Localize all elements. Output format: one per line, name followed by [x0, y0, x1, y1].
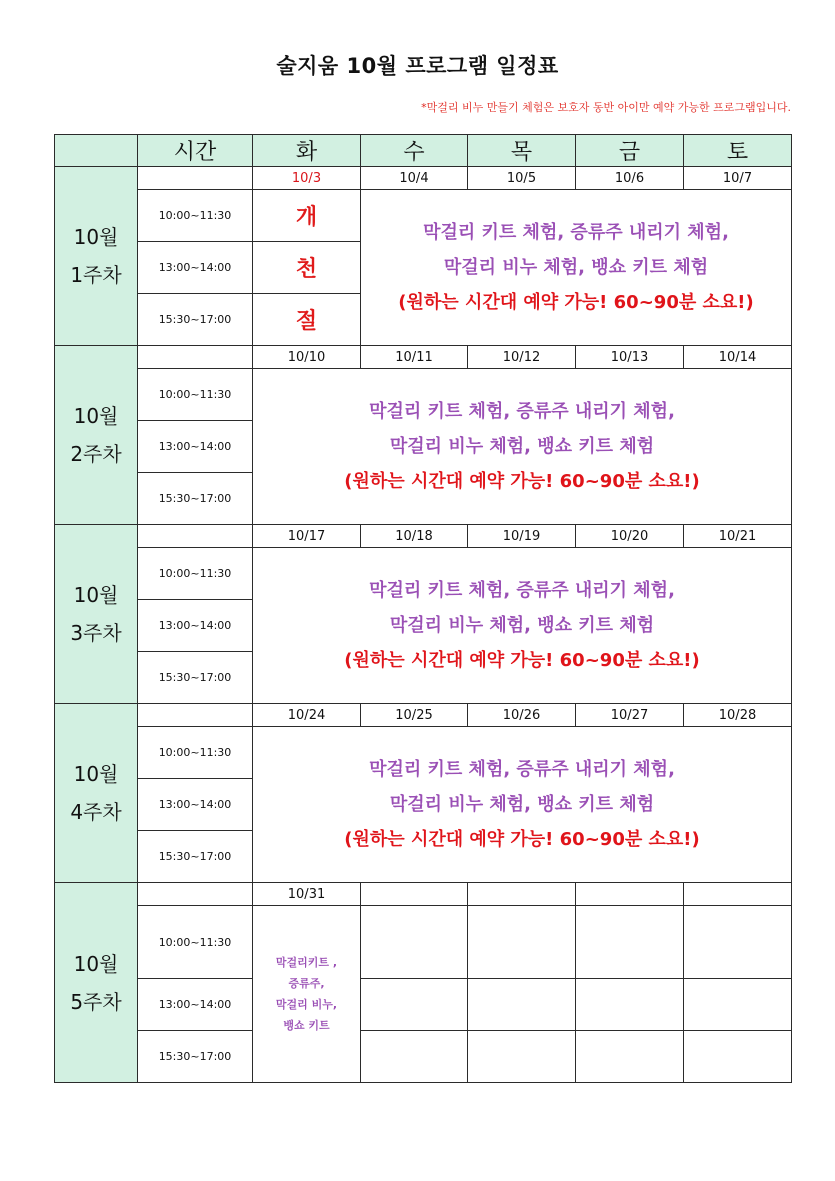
date-cell: 10/28: [684, 704, 792, 727]
date-cell: 10/17: [253, 525, 361, 548]
date-cell: 10/6: [576, 167, 684, 190]
date-cell: [684, 883, 792, 906]
date-cell: 10/11: [361, 346, 468, 369]
time-slot: 10:00~11:30: [138, 190, 253, 242]
date-cell: 10/20: [576, 525, 684, 548]
week3-date-row: [55, 525, 792, 548]
date-cell: 10/13: [576, 346, 684, 369]
holiday-char: 천: [253, 242, 361, 294]
program-cell: 막걸리 키트 체험, 증류주 내리기 체험, 막걸리 비누 체험, 뱅쇼 키트 체험 (원하는 시간대 예약 가능! 60~90분 소요!): [361, 190, 792, 346]
week3-date-blank: [138, 525, 253, 548]
time-slot: 15:30~17:00: [138, 831, 253, 883]
week4-label: 10월 4주차: [55, 704, 138, 883]
time-slot: 13:00~14:00: [138, 421, 253, 473]
time-slot: 13:00~14:00: [138, 242, 253, 294]
holiday-char: 개: [253, 190, 361, 242]
date-cell: 10/31: [253, 883, 361, 906]
date-cell: 10/21: [684, 525, 792, 548]
date-cell: 10/19: [468, 525, 576, 548]
week4-date-blank: [138, 704, 253, 727]
time-slot: 13:00~14:00: [138, 979, 253, 1031]
week5-slot-row: [55, 979, 792, 1031]
week3-label: 10월 3주차: [55, 525, 138, 704]
date-cell: [361, 883, 468, 906]
date-cell: 10/5: [468, 167, 576, 190]
time-slot: 13:00~14:00: [138, 600, 253, 652]
date-cell: 10/7: [684, 167, 792, 190]
date-cell: 10/10: [253, 346, 361, 369]
empty-cell: [576, 1031, 684, 1083]
holiday-char: 절: [253, 294, 361, 346]
date-cell: 10/12: [468, 346, 576, 369]
date-cell: [576, 883, 684, 906]
header-time: 시간: [138, 135, 253, 167]
week3-slot-row: [55, 548, 792, 600]
header-day-sat: 토: [684, 135, 792, 167]
date-cell: 10/4: [361, 167, 468, 190]
header-day-wed: 수: [361, 135, 468, 167]
empty-cell: [576, 979, 684, 1031]
week2-label: 10월 2주차: [55, 346, 138, 525]
week5-label: 10월 5주차: [55, 883, 138, 1083]
week5-date-blank: [138, 883, 253, 906]
time-slot: 15:30~17:00: [138, 652, 253, 704]
header-day-fri: 금: [576, 135, 684, 167]
date-cell: [468, 883, 576, 906]
empty-cell: [361, 906, 468, 979]
date-cell: 10/24: [253, 704, 361, 727]
header-day-tue: 화: [253, 135, 361, 167]
date-cell: 10/14: [684, 346, 792, 369]
empty-cell: [468, 979, 576, 1031]
time-slot: 10:00~11:30: [138, 727, 253, 779]
date-cell: 10/27: [576, 704, 684, 727]
empty-cell: [684, 979, 792, 1031]
week4-date-row: [55, 704, 792, 727]
empty-cell: [684, 906, 792, 979]
week5-date-row: [55, 883, 792, 906]
week2-date-row: [55, 346, 792, 369]
date-cell: 10/26: [468, 704, 576, 727]
header-day-thu: 목: [468, 135, 576, 167]
time-slot: 15:30~17:00: [138, 294, 253, 346]
week4-slot-row: [55, 727, 792, 779]
date-cell: 10/18: [361, 525, 468, 548]
empty-cell: [361, 1031, 468, 1083]
program-cell: 막걸리 키트 체험, 증류주 내리기 체험, 막걸리 비누 체험, 뱅쇼 키트 체험 (원하는 시간대 예약 가능! 60~90분 소요!): [253, 727, 792, 883]
empty-cell: [361, 979, 468, 1031]
time-slot: 10:00~11:30: [138, 906, 253, 979]
empty-cell: [468, 906, 576, 979]
week2-slot-row: [55, 369, 792, 421]
week5-slot-row: [55, 1031, 792, 1083]
time-slot: 15:30~17:00: [138, 1031, 253, 1083]
header-corner: [55, 135, 138, 167]
date-cell: 10/3: [253, 167, 361, 190]
week1-date-row: [55, 167, 792, 190]
week1-date-blank: [138, 167, 253, 190]
schedule-table: [54, 134, 792, 1083]
week2-date-blank: [138, 346, 253, 369]
program-cell: 막걸리 키트 체험, 증류주 내리기 체험, 막걸리 비누 체험, 뱅쇼 키트 체험 (원하는 시간대 예약 가능! 60~90분 소요!): [253, 548, 792, 704]
empty-cell: [684, 1031, 792, 1083]
program-cell: 막걸리 키트 체험, 증류주 내리기 체험, 막걸리 비누 체험, 뱅쇼 키트 체험 (원하는 시간대 예약 가능! 60~90분 소요!): [253, 369, 792, 525]
time-slot: 10:00~11:30: [138, 369, 253, 421]
empty-cell: [576, 906, 684, 979]
week1-slot-row: [55, 190, 792, 242]
week5-slot-row: [55, 906, 792, 979]
date-cell: 10/25: [361, 704, 468, 727]
time-slot: 10:00~11:30: [138, 548, 253, 600]
reservation-note: *막걸리 비누 만들기 체험은 보호자 동반 아이만 예약 가능한 프로그램입니다.: [421, 101, 791, 114]
empty-cell: [468, 1031, 576, 1083]
time-slot: 15:30~17:00: [138, 473, 253, 525]
time-slot: 13:00~14:00: [138, 779, 253, 831]
page-title: 술지움 10월 프로그램 일정표: [276, 54, 559, 78]
week1-label: 10월 1주차: [55, 167, 138, 346]
week5-program-cell: 막걸리키트 , 증류주, 막걸리 비누, 뱅쇼 키트: [253, 906, 361, 1083]
header-row: [55, 135, 792, 167]
